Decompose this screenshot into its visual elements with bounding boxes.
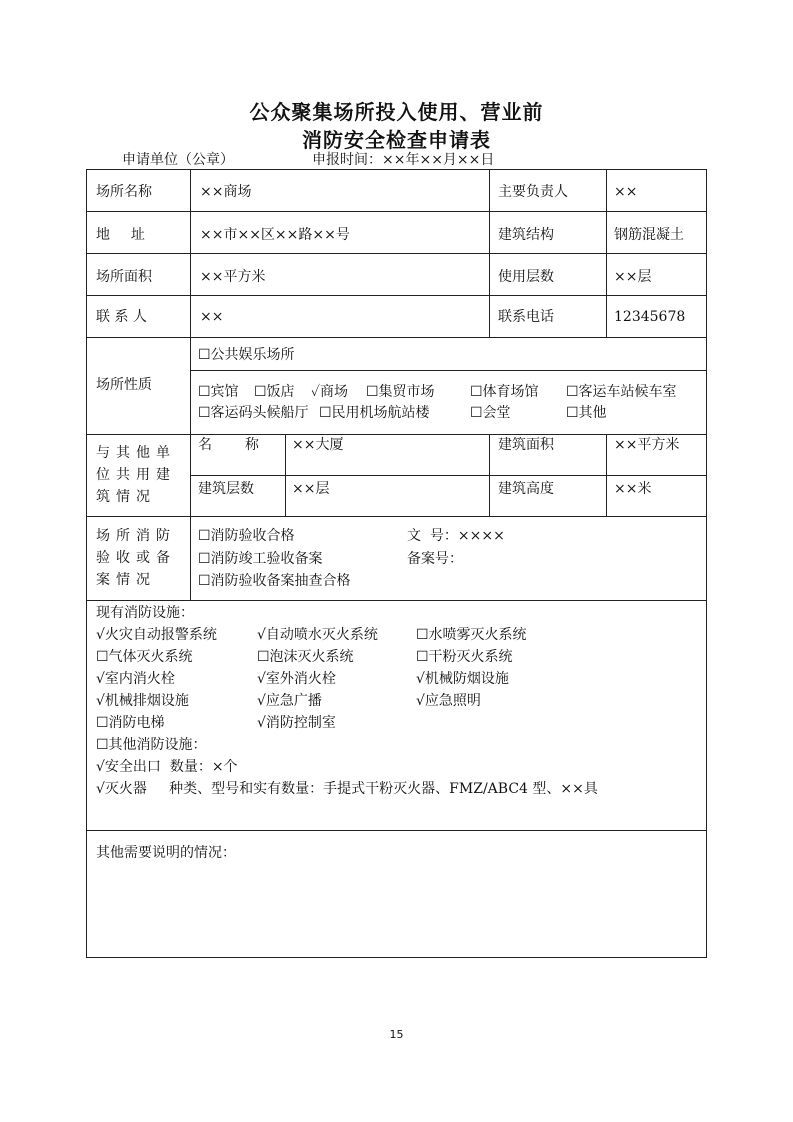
shared-name-value: ××大厦	[292, 437, 344, 453]
principal-label: 主要负责人	[498, 184, 568, 200]
phone-label: 联系电话	[498, 309, 554, 325]
spot-check-passed-checkbox[interactable]: ☐消防验收备案抽查合格	[198, 573, 351, 589]
structure-label: 建筑结构	[498, 227, 554, 243]
dry-powder-checkbox[interactable]: ☐干粉灭火系统	[416, 649, 513, 665]
smoke-prevention-checkbox[interactable]: √机械防烟设施	[416, 671, 509, 687]
shared-floors-value: ××层	[292, 481, 330, 497]
shared-floors-label: 建筑层数	[198, 481, 254, 497]
floors-used-value: ××层	[614, 269, 652, 285]
nature-mall-checkbox[interactable]: ✓商场	[311, 384, 349, 400]
foam-suppression-checkbox[interactable]: ☐泡沫灭火系统	[257, 649, 354, 665]
shared-building-label: 与其他单位共用建筑情况	[96, 445, 176, 505]
form-title-line2: 消防安全检查申请表	[302, 128, 491, 152]
safety-exit-checkbox[interactable]: √安全出口 数量：×个	[96, 759, 238, 775]
nature-other-checkbox[interactable]: ☐其他	[566, 405, 607, 421]
fire-elevator-checkbox[interactable]: ☐消防电梯	[96, 715, 165, 731]
other-facilities-checkbox[interactable]: ☐其他消防设施：	[96, 737, 207, 753]
contact-value: ××	[200, 309, 224, 325]
completion-record-checkbox[interactable]: ☐消防竣工验收备案	[198, 551, 323, 567]
applicant-label: 申请单位（公章）	[122, 152, 234, 168]
nature-airport-checkbox[interactable]: ☐民用机场航站楼	[319, 405, 430, 421]
shared-height-value: ××米	[614, 481, 652, 497]
nature-hotel-checkbox[interactable]: ☐宾馆	[198, 384, 239, 400]
application-form-table	[86, 169, 707, 958]
nature-ferry-terminal-checkbox[interactable]: ☐客运码头候船厅	[198, 405, 309, 421]
shared-area-label: 建筑面积	[498, 437, 554, 453]
indoor-hydrant-checkbox[interactable]: √室内消火栓	[96, 671, 175, 687]
sprinkler-checkbox[interactable]: √自动喷水灭火系统	[257, 627, 378, 643]
document-number: 文 号：××××	[407, 528, 505, 544]
outdoor-hydrant-checkbox[interactable]: √室外消火栓	[257, 671, 336, 687]
venue-name-label: 场所名称	[96, 184, 152, 200]
extinguisher-checkbox[interactable]: √灭火器 种类、型号和实有数量：手提式干粉灭火器、FMZ/ABC4 型、××具	[96, 781, 598, 797]
floors-used-label: 使用层数	[498, 269, 554, 285]
area-label: 场所面积	[96, 269, 152, 285]
page-number: 15	[389, 1028, 404, 1041]
structure-value: 钢筋混凝土	[614, 227, 684, 243]
nature-restaurant-checkbox[interactable]: ☐饭店	[254, 384, 295, 400]
shared-area-value: ××平方米	[614, 437, 680, 453]
other-notes-label: 其他需要说明的情况：	[96, 845, 236, 861]
nature-hall-checkbox[interactable]: ☐会堂	[470, 405, 511, 421]
fire-acceptance-label: 场所消防验收或备案情况	[96, 528, 176, 588]
fire-control-room-checkbox[interactable]: √消防控制室	[257, 715, 336, 731]
address-label: 地 址	[96, 227, 149, 243]
facilities-heading: 现有消防设施：	[96, 605, 194, 621]
venue-name-value: ××商场	[200, 184, 252, 200]
address-value: ××市××区××路××号	[200, 227, 350, 243]
smoke-exhaust-checkbox[interactable]: √机械排烟设施	[96, 693, 189, 709]
gas-suppression-checkbox[interactable]: ☐气体灭火系统	[96, 649, 193, 665]
fire-acceptance-passed-checkbox[interactable]: ☐消防验收合格	[198, 528, 295, 544]
principal-value: ××	[614, 184, 638, 200]
fire-alarm-checkbox[interactable]: √火灾自动报警系统	[96, 627, 217, 643]
emergency-lighting-checkbox[interactable]: √应急照明	[416, 693, 481, 709]
nature-public-entertainment-checkbox[interactable]: ☐公共娱乐场所	[198, 347, 295, 363]
form-title-line1: 公众聚集场所投入使用、营业前	[249, 100, 544, 124]
contact-label: 联 系 人	[96, 309, 147, 325]
nature-market-checkbox[interactable]: ☐集贸市场	[366, 384, 435, 400]
shared-height-label: 建筑高度	[498, 481, 554, 497]
venue-nature-label: 场所性质	[96, 377, 152, 393]
nature-stadium-checkbox[interactable]: ☐体育场馆	[470, 384, 539, 400]
water-mist-checkbox[interactable]: ☐水喷雾灭火系统	[416, 627, 527, 643]
record-number: 备案号：	[407, 551, 463, 567]
nature-bus-station-checkbox[interactable]: ☐客运车站候车室	[566, 384, 677, 400]
emergency-broadcast-checkbox[interactable]: √应急广播	[257, 693, 322, 709]
area-value: ××平方米	[200, 269, 266, 285]
report-time: 申报时间：××年××月××日	[312, 152, 495, 168]
shared-name-label: 名 称	[198, 437, 267, 453]
phone-value: 12345678	[614, 309, 686, 325]
